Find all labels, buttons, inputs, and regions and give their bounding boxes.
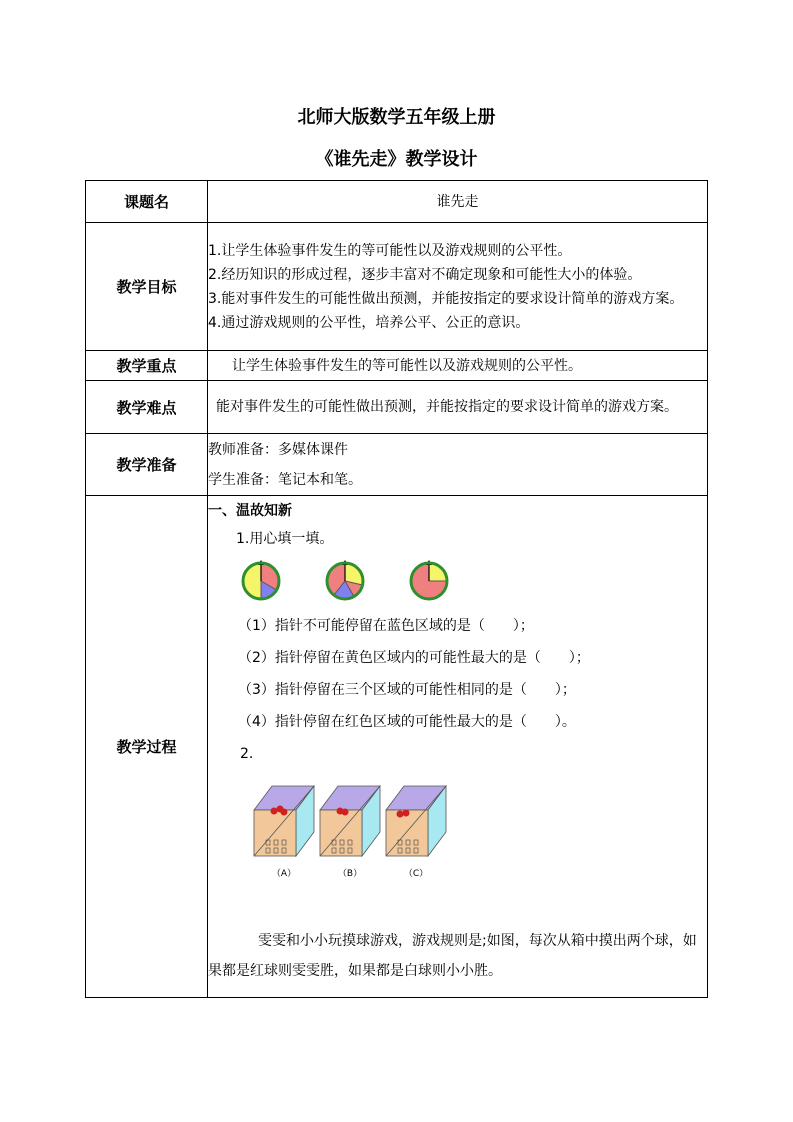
- difficulty-value: 能对事件发生的可能性做出预测，并能按指定的要求设计简单的游戏方案。: [208, 381, 708, 434]
- label-process: 教学过程: [86, 496, 208, 998]
- label-topic: 课题名: [86, 181, 208, 223]
- ball-box-a: [252, 780, 316, 886]
- question-1: （1）指针不可能停留在蓝色区域的是（ ）；: [238, 618, 534, 634]
- prep-content: [208, 434, 708, 496]
- box-a-illustration: [252, 780, 316, 860]
- spinner-3: [408, 560, 450, 602]
- spinner-2: [324, 560, 366, 602]
- document-title: 北师大版数学五年级上册: [297, 107, 496, 128]
- document-subtitle: 《谁先走》教学设计: [315, 149, 478, 170]
- spinner-group: [208, 560, 707, 602]
- ball-box-b: [318, 780, 382, 886]
- teacher-prep: 教师准备：多媒体课件: [208, 441, 348, 458]
- student-prep: 学生准备：笔记本和笔。: [208, 471, 362, 488]
- task-2: 2.: [240, 746, 254, 762]
- box-label-a: （A）: [271, 869, 297, 879]
- row-key: [86, 351, 708, 381]
- lesson-plan-table: [85, 180, 708, 998]
- label-difficulty: 教学难点: [86, 381, 208, 434]
- key-value: 让学生体验事件发生的等可能性以及游戏规则的公平性。: [208, 351, 708, 381]
- row-prep: [86, 434, 708, 496]
- label-goals: 教学目标: [86, 223, 208, 351]
- goal-item: 3.能对事件发生的可能性做出预测，并能按指定的要求设计简单的游戏方案。: [208, 290, 684, 307]
- spinner-1: [240, 560, 282, 602]
- row-difficulty: [86, 381, 708, 434]
- question-4: （4）指针停留在红色区域的可能性最大的是（ ）。: [238, 714, 576, 730]
- ball-box-c: [384, 780, 448, 886]
- row-goals: [86, 223, 708, 351]
- goal-item: 2.经历知识的形成过程，逐步丰富对不确定现象和可能性大小的体验。: [208, 266, 642, 283]
- task-1: 1.用心填一填。: [236, 531, 334, 547]
- process-content: [208, 496, 708, 998]
- goal-item: 4.通过游戏规则的公平性，培养公平、公正的意识。: [208, 314, 530, 331]
- row-topic: [86, 181, 708, 223]
- box-label-c: （C）: [403, 869, 429, 879]
- box-label-b: （B）: [337, 869, 363, 879]
- row-process: [86, 496, 708, 998]
- question-2: （2）指针停留在黄色区域内的可能性最大的是（ ）；: [238, 650, 590, 666]
- ball-box-group: [208, 780, 707, 886]
- goals-content: [208, 223, 708, 351]
- label-prep: 教学准备: [86, 434, 208, 496]
- box-b-illustration: [318, 780, 382, 860]
- goal-item: 1.让学生体验事件发生的等可能性以及游戏规则的公平性。: [208, 242, 572, 259]
- question-3: （3）指针停留在三个区域的可能性相同的是（ ）；: [238, 682, 576, 698]
- box-c-illustration: [384, 780, 448, 860]
- game-rule-paragraph: 雯雯和小小玩摸球游戏，游戏规则是;如图，每次从箱中摸出两个球，如果都是红球则雯雯胜，如果都是白球则小小胜。: [208, 933, 697, 979]
- label-key: 教学重点: [86, 351, 208, 381]
- topic-value: 谁先走: [208, 181, 708, 223]
- section-heading: 一、温故知新: [208, 503, 292, 519]
